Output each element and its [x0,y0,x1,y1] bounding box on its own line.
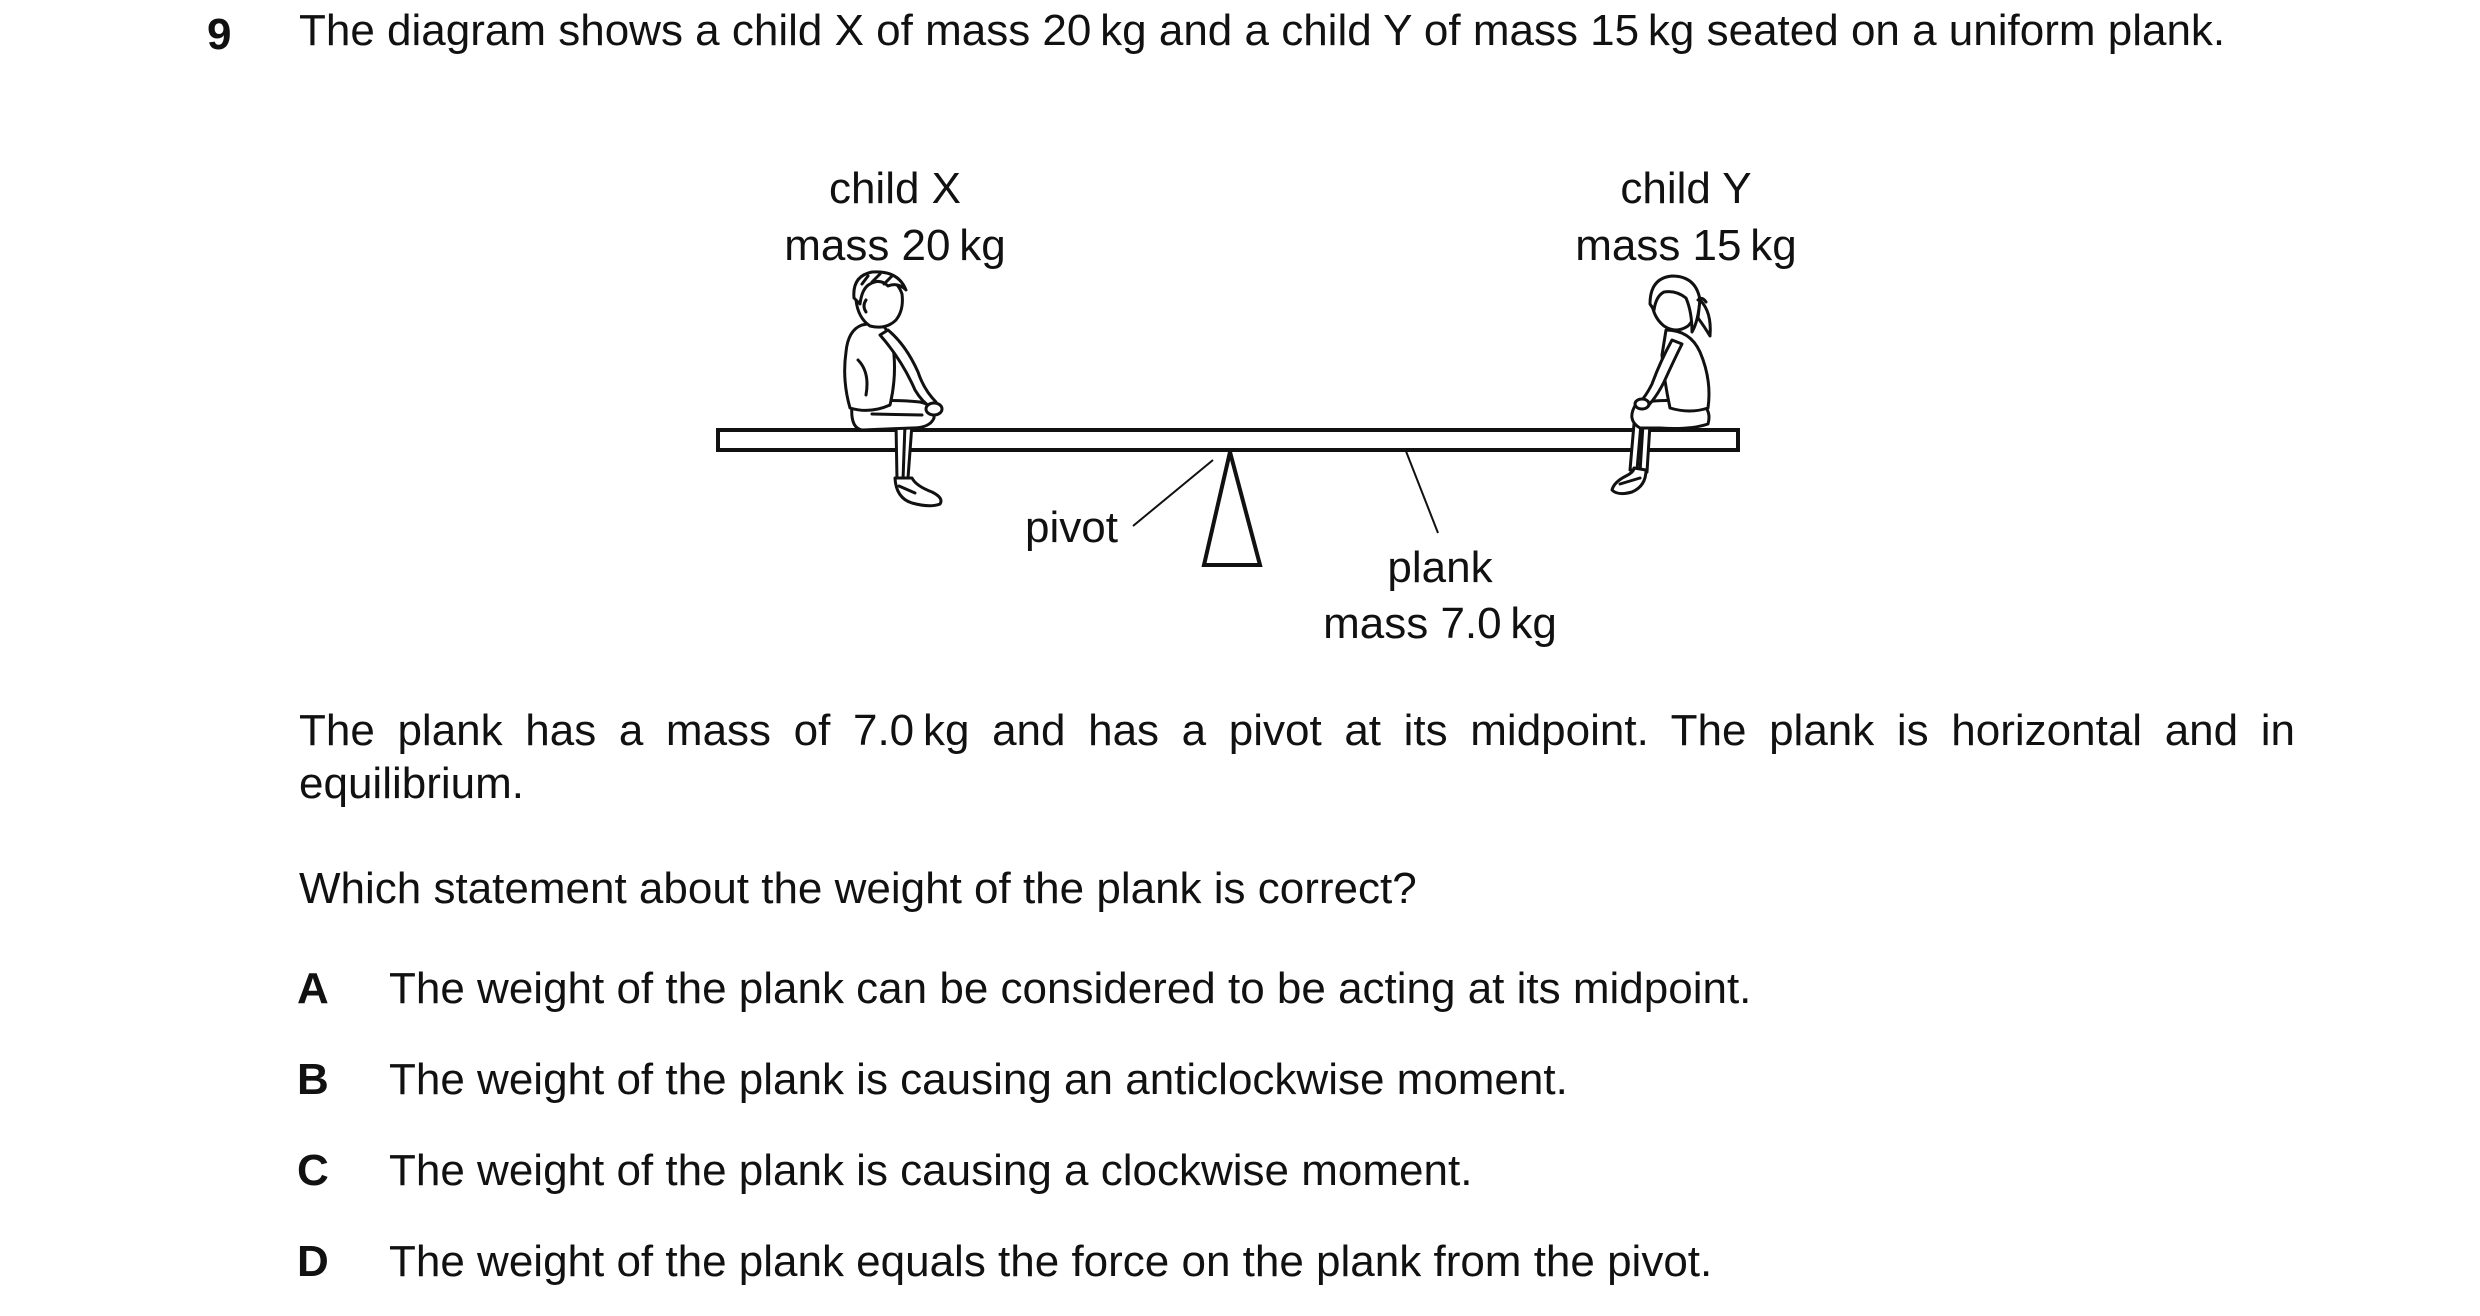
plank-leader-line [1402,441,1438,533]
plank [718,430,1738,450]
plank-label: plank [1387,543,1493,592]
option-text: The weight of the plank is causing an anticlockwise moment. [389,1055,1568,1104]
child-x-label: child X [828,164,962,213]
option-letter: B [297,1055,329,1104]
child-x-figure [845,272,942,506]
option-text: The weight of the plank can be considered to be acting at its midpoint. [389,964,1752,1013]
question-stem: The diagram shows a child X of mass 20 kg and a child Y of mass 15 kg seated on a uniform plank. [299,6,2226,55]
pivot-triangle [1204,452,1260,565]
child-y-figure [1612,276,1710,494]
pivot-label: pivot [1025,503,1118,552]
child-y-label: child Y [1620,164,1752,213]
option-letter: C [297,1146,329,1195]
option-letter: D [297,1237,329,1286]
child-y-mass-label: mass 15 kg [1575,221,1797,270]
question-number: 9 [207,10,232,59]
option-letter: A [297,964,329,1013]
option-text: The weight of the plank equals the force on the plank from the pivot. [389,1237,1713,1286]
question-info: The plank has a mass of 7.0 kg and has a pivot at its midpoint. The plank is horizontal and in equilibrium. [299,706,2295,808]
option-text: The weight of the plank is causing a clockwise moment. [389,1146,1473,1195]
question-prompt: Which statement about the weight of the plank is correct? [299,864,1417,913]
child-x-mass-label: mass 20 kg [784,221,1006,270]
pivot-leader-line [1133,460,1213,526]
plank-mass-label: mass 7.0 kg [1323,599,1557,648]
